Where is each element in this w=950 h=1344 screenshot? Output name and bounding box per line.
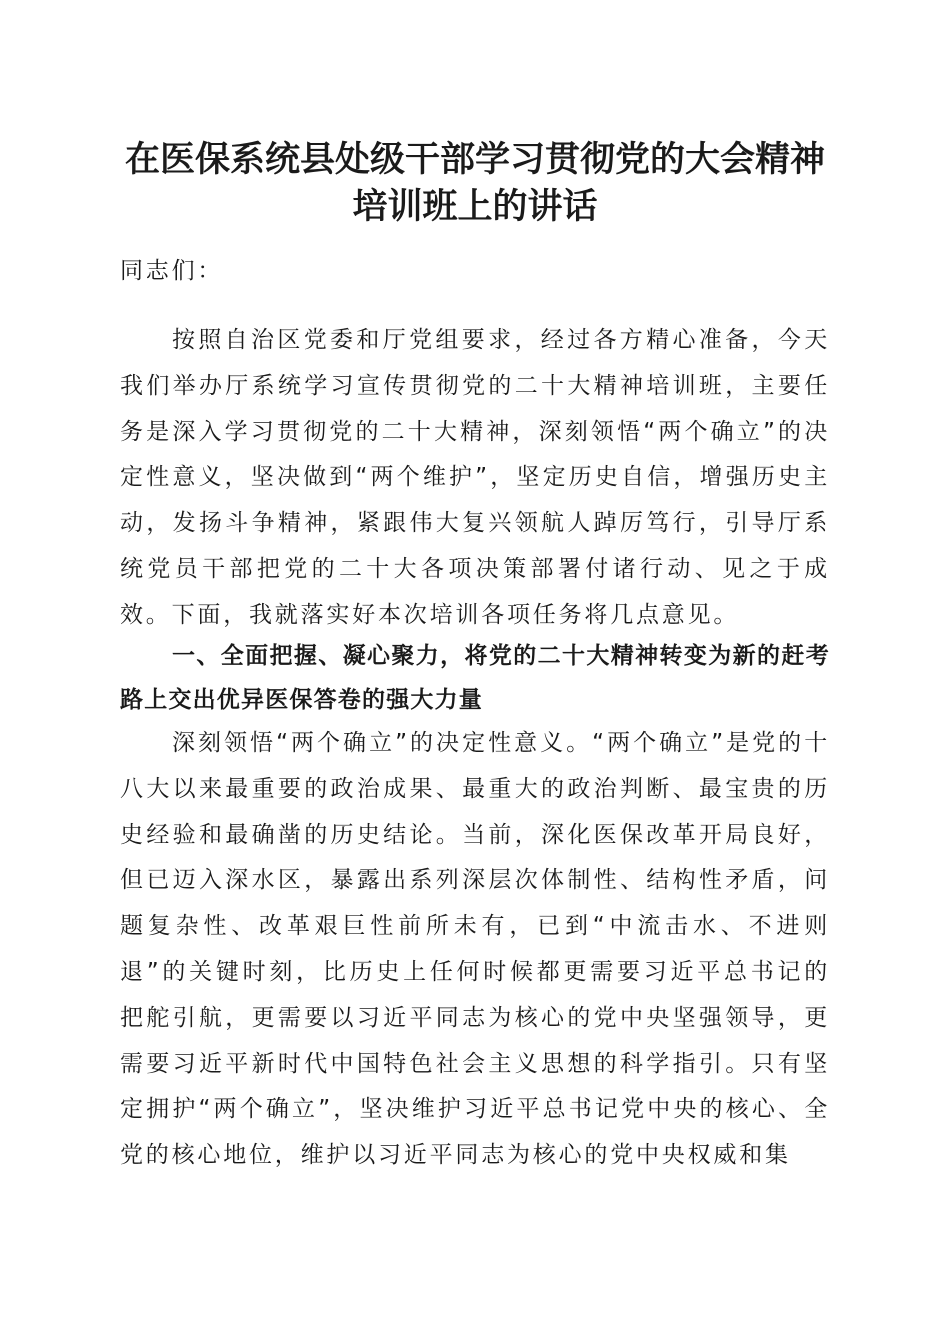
salutation: 同志们： [120,258,224,284]
body-paragraph-1: 按照自治区党委和厅党组要求，经过各方精心准备，今天我们举办厅系统学习宣传贯彻党的二十大精神培训班，主要任务是深入学习贯彻党的二十大精神，深刻领悟“两个确立”的决定性意义，坚决做到“两个维护”，坚定历史自信，增强历史主动，发扬斗争精神，紧跟伟大复兴领航人踔厉笃行，引导厅系统党员干部把党的二十大各项决策部署付诸行动、见之于成效。下面，我就落实好本次培训各项任务将几点意见。 [120,327,830,628]
body-paragraph-2: 深刻领悟“两个确立”的决定性意义。“两个确立”是党的十八大以来最重要的政治成果、最重大的政治判断、最宝贵的历史经验和最确凿的历史结论。当前，深化医保改革开局良好，但已迈入深水区，暴露出系列深层次体制性、结构性矛盾，问题复杂性、改革艰巨性前所未有，已到“中流击水、不进则退”的关键时刻，比历史上任何时候都更需要习近平总书记的把舵引航，更需要以习近平同志为核心的党中央坚强领导，更需要习近平新时代中国特色社会主义思想的科学指引。只有坚定拥护“两个确立”，坚决维护习近平总书记党中央的核心、全党的核心地位，维护以习近平同志为核心的党中央权威和集 [120,730,830,1169]
section-heading-1: 一、全面把握、凝心聚力，将党的二十大精神转变为新的赶考路上交出优异医保答卷的强大力量 [120,643,830,713]
document-title-line-2: 培训班上的讲话 [352,186,598,227]
document-title-line-1: 在医保系统县处级干部学习贯彻党的大会精神 [124,139,825,180]
